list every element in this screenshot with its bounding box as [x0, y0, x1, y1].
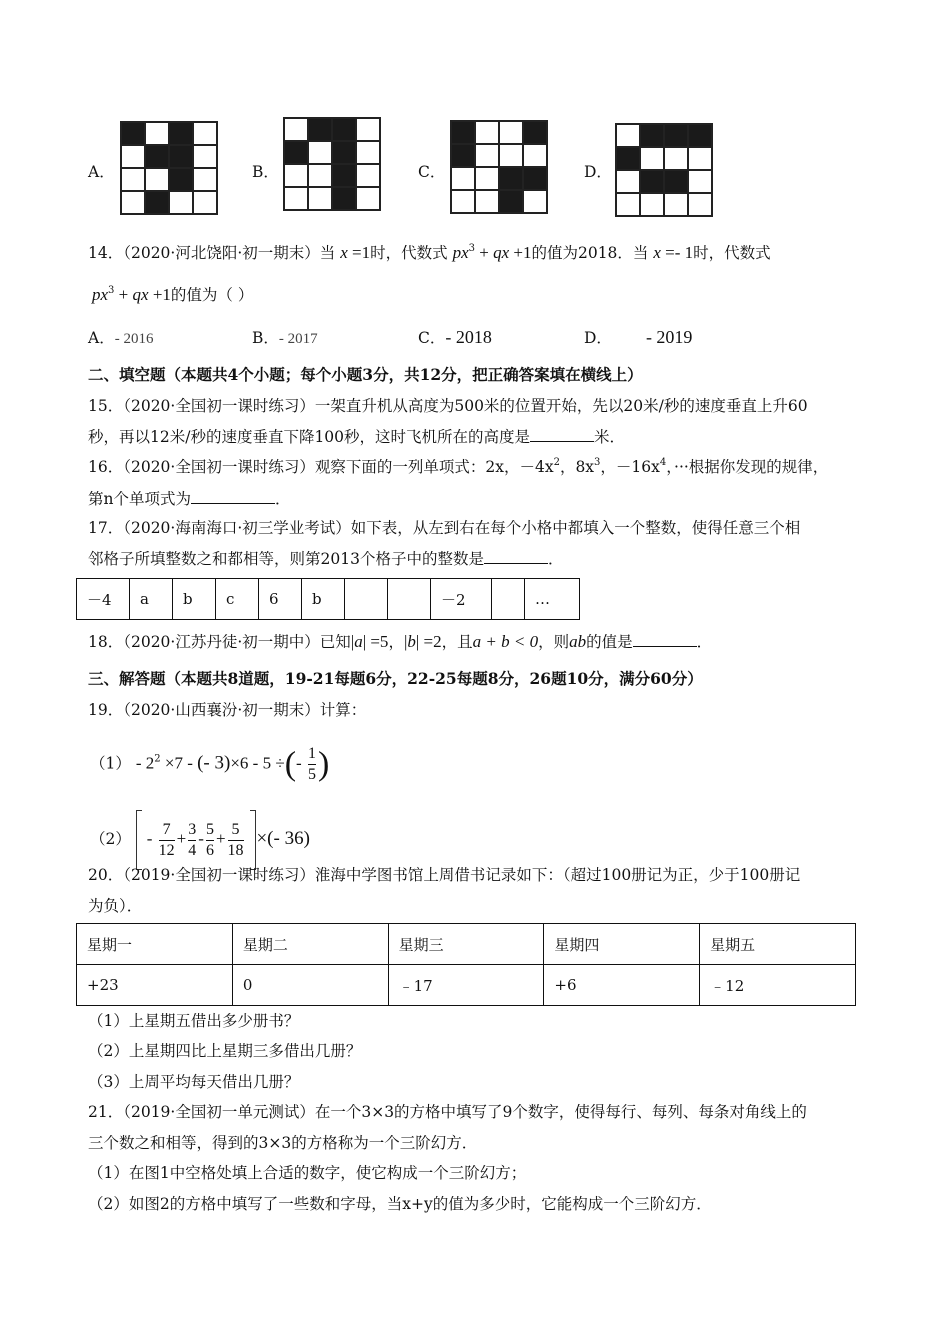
q13-grid-d: [615, 123, 713, 217]
q18-line: 18．（2020·江苏丹徒·初一期中）已知|a| =5，|b| =2，且a + b < 0，则ab的值是 ．: [88, 632, 713, 651]
q20-line1: 20．（2019·全国初一课时练习）淮海中学图书馆上周借书记录如下：（超过100册记为正，少于100册记: [88, 866, 801, 884]
seq-cell: [492, 579, 525, 620]
q14-option-c: C．- 2018: [418, 327, 492, 347]
q13-grid-c: [450, 120, 548, 214]
q14-option-d: D． - 2019: [584, 327, 693, 347]
seq-cell: a: [130, 579, 173, 620]
q19-part2: （2） - $\frac{7}{12}$ + $\frac{3}{4}$ - $\frac{5}{6}$ + $\frac{5}{18}$ ×(- 36): [90, 810, 310, 870]
q17-answer-blank[interactable]: [484, 547, 548, 564]
seq-cell: b: [302, 579, 345, 620]
table-header-cell: 星期一: [77, 924, 233, 965]
q20-sub1: （1）上星期五借出多少册书？: [88, 1012, 300, 1030]
q15-line2: 秒，再以12米/秒的速度垂直下降100秒，这时飞机所在的高度是 米．: [88, 425, 625, 448]
table-cell: +6: [544, 965, 700, 1006]
seq-cell: c: [216, 579, 259, 620]
table-header-cell: 星期四: [544, 924, 700, 965]
q13-option-c-label: C．: [418, 163, 446, 181]
q13-option-d-label: D．: [584, 163, 612, 181]
q20-sub3: （3）上周平均每天借出几册？: [88, 1073, 300, 1091]
q14-option-a: A．- 2016: [88, 329, 154, 347]
seq-cell: …: [525, 579, 580, 620]
q21-line1: 21．（2019·全国初一单元测试）在一个3×3的方格中填写了9个数字，使得每行、每列、每条对角线上的: [88, 1103, 807, 1121]
table-cell: ﹣12: [700, 965, 856, 1006]
seq-cell: [345, 579, 388, 620]
table-cell: ﹣17: [388, 965, 544, 1006]
q21-line2: 三个数之和相等，得到的3×3的方格称为一个三阶幻方．: [88, 1134, 478, 1152]
q16-answer-blank[interactable]: [191, 487, 275, 504]
table-header-cell: 星期五: [700, 924, 856, 965]
q19-title: 19．（2020·山西襄汾·初一期末）计算：: [88, 701, 367, 719]
q13-option-b-label: B．: [252, 163, 279, 181]
q17-sequence-table: [76, 578, 580, 620]
seq-cell: 6: [259, 579, 302, 620]
q20-line2: 为负）．: [88, 897, 143, 915]
seq-cell: －4: [77, 579, 130, 620]
q18-answer-blank[interactable]: [633, 630, 697, 647]
q16-line2: 第n个单项式为 ．: [88, 487, 291, 510]
q17-line1: 17．（2020·海南海口·初三学业考试）如下表，从左到右在每个小格中都填入一个整数，使得任意三个相: [88, 519, 801, 537]
q21-sub2: （2）如图2的方格中填写了一些数和字母，当x+y的值为多少时，它能构成一个三阶幻方．: [88, 1195, 712, 1213]
q14-line2: $px^3$ + qx +1的值为（ ）: [92, 285, 254, 304]
q13-grid-b: [283, 117, 381, 211]
q21-sub1: （1）在图1中空格处填上合适的数字，使它构成一个三阶幻方；: [88, 1164, 527, 1182]
q20-sub2: （2）上星期四比上星期三多借出几册？: [88, 1042, 362, 1060]
table-header-cell: 星期二: [232, 924, 388, 965]
q14-line1: 14．（2020·河北饶阳·初一期末）当 x =1时，代数式 $px^3$ + qx +1的值为2018．当 x =- 1时，代数式: [88, 243, 771, 262]
q16-line1: 16．（2020·全国初一课时练习）观察下面的一列单项式：2x，$-4x^2$，$8x^3$，$-16x^4$，···根据你发现的规律，: [88, 457, 829, 476]
q13-grid-a: [120, 121, 218, 215]
q17-line2: 邻格子所填整数之和都相等，则第2013个格子中的整数是 ．: [88, 547, 563, 570]
q15-answer-blank[interactable]: [530, 425, 594, 442]
q13-option-a-label: A．: [88, 163, 115, 181]
seq-cell: [388, 579, 431, 620]
section-2-heading: 二、填空题（本题共4个小题；每个小题3分，共12分，把正确答案填在横线上）: [88, 365, 643, 384]
q15-line1: 15．（2020·全国初一课时练习）一架直升机从高度为500米的位置开始，先以20米/秒的速度垂直上升60: [88, 397, 808, 415]
table-cell: 0: [232, 965, 388, 1006]
table-header-cell: 星期三: [388, 924, 544, 965]
seq-cell: －2: [431, 579, 492, 620]
section-3-heading: 三、解答题（本题共8道题，19-21每题6分，22-25每题8分，26题10分，满分60分）: [88, 669, 703, 688]
table-cell: +23: [77, 965, 233, 1006]
seq-cell: b: [173, 579, 216, 620]
q14-option-b: B．- 2017: [252, 329, 318, 347]
q19-part1: $(1) - 2^2 \times 7$ - (- 3)×6 - 5 ÷(- $\frac{1}{5}$ ): [90, 745, 330, 783]
q20-borrow-table: [76, 923, 856, 1006]
